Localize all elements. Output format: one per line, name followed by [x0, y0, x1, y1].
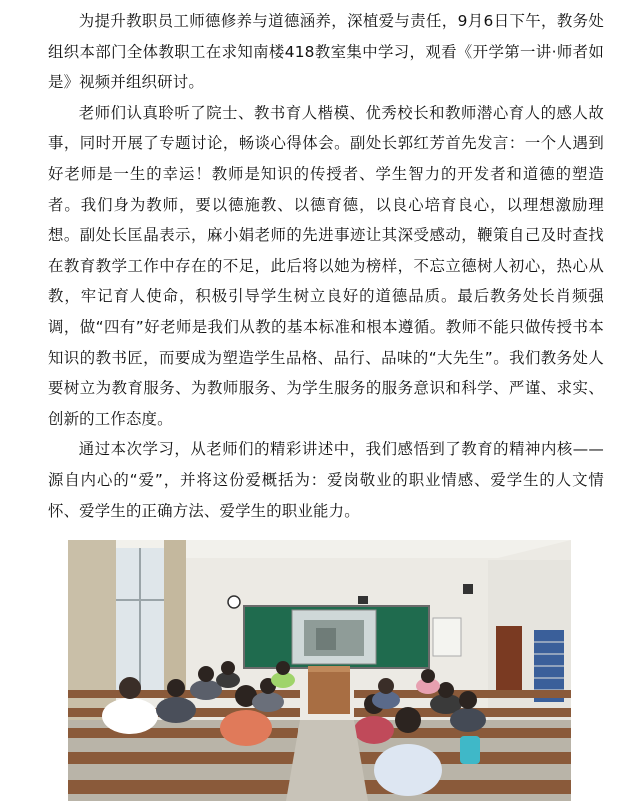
door	[496, 626, 522, 696]
wall-clock	[228, 596, 240, 608]
paragraph-discussion: 老师们认真聆听了院士、教书育人楷模、优秀校长和教师潜心育人的感人故事，同时开展了专题讨论，畅谈心得体会。副处长郭红芳首先发言：一个人遇到好老师是一生的幸运！教师是知识的传授者、学生智力的开发者和道德的塑造者。我们身为教师，要以德施教、以德育德，以良心培育良心，以理想激励理想。副处长匡晶表示，麻小娟老师的先进事迹让其深受感动，鞭策自己及时查找在教育教学工作中存在的不足，此后将以她为榜样，不忘立德树人初心，热心从教，牢记育人使命，积极引导学生树立良好的道德品质。最后教务处长肖频强调，做“四有”好老师是我们从教的基本标准和根本遵循。教师不能只做传授书本知识的教书匠，而要成为塑造学生品格、品行、品味的“大先生”。我们教务处人要树立为教育服务、为教师服务、为学生服务的服务意识和科学、严谨、求实、创新的工作态度。	[48, 103, 604, 428]
classroom-scene	[68, 540, 571, 801]
article-body	[48, 6, 604, 526]
paragraph-intro: 为提升教职员工师德修养与道德涵养，深植爱与责任，9月6日下午，教务处组织本部门全体教职工在求知南楼418教室集中学习，观看《开学第一讲·师者如是》视频并组织研讨。	[48, 12, 604, 92]
notice-board	[433, 618, 461, 656]
paragraph-conclusion: 通过本次学习，从老师们的精彩讲述中，我们感悟到了教育的精神内核——源自内心的“爱”，并将这份爱概括为：爱岗敬业的职业情感、爱学生的人文情怀、爱学生的正确方法、爱学生的职业能力。	[48, 440, 604, 520]
speaker-icon	[463, 584, 473, 594]
classroom-photo	[68, 540, 571, 801]
aisle	[286, 720, 368, 801]
bag-icon	[460, 736, 480, 764]
podium	[308, 670, 350, 714]
speaker-icon	[358, 596, 368, 604]
